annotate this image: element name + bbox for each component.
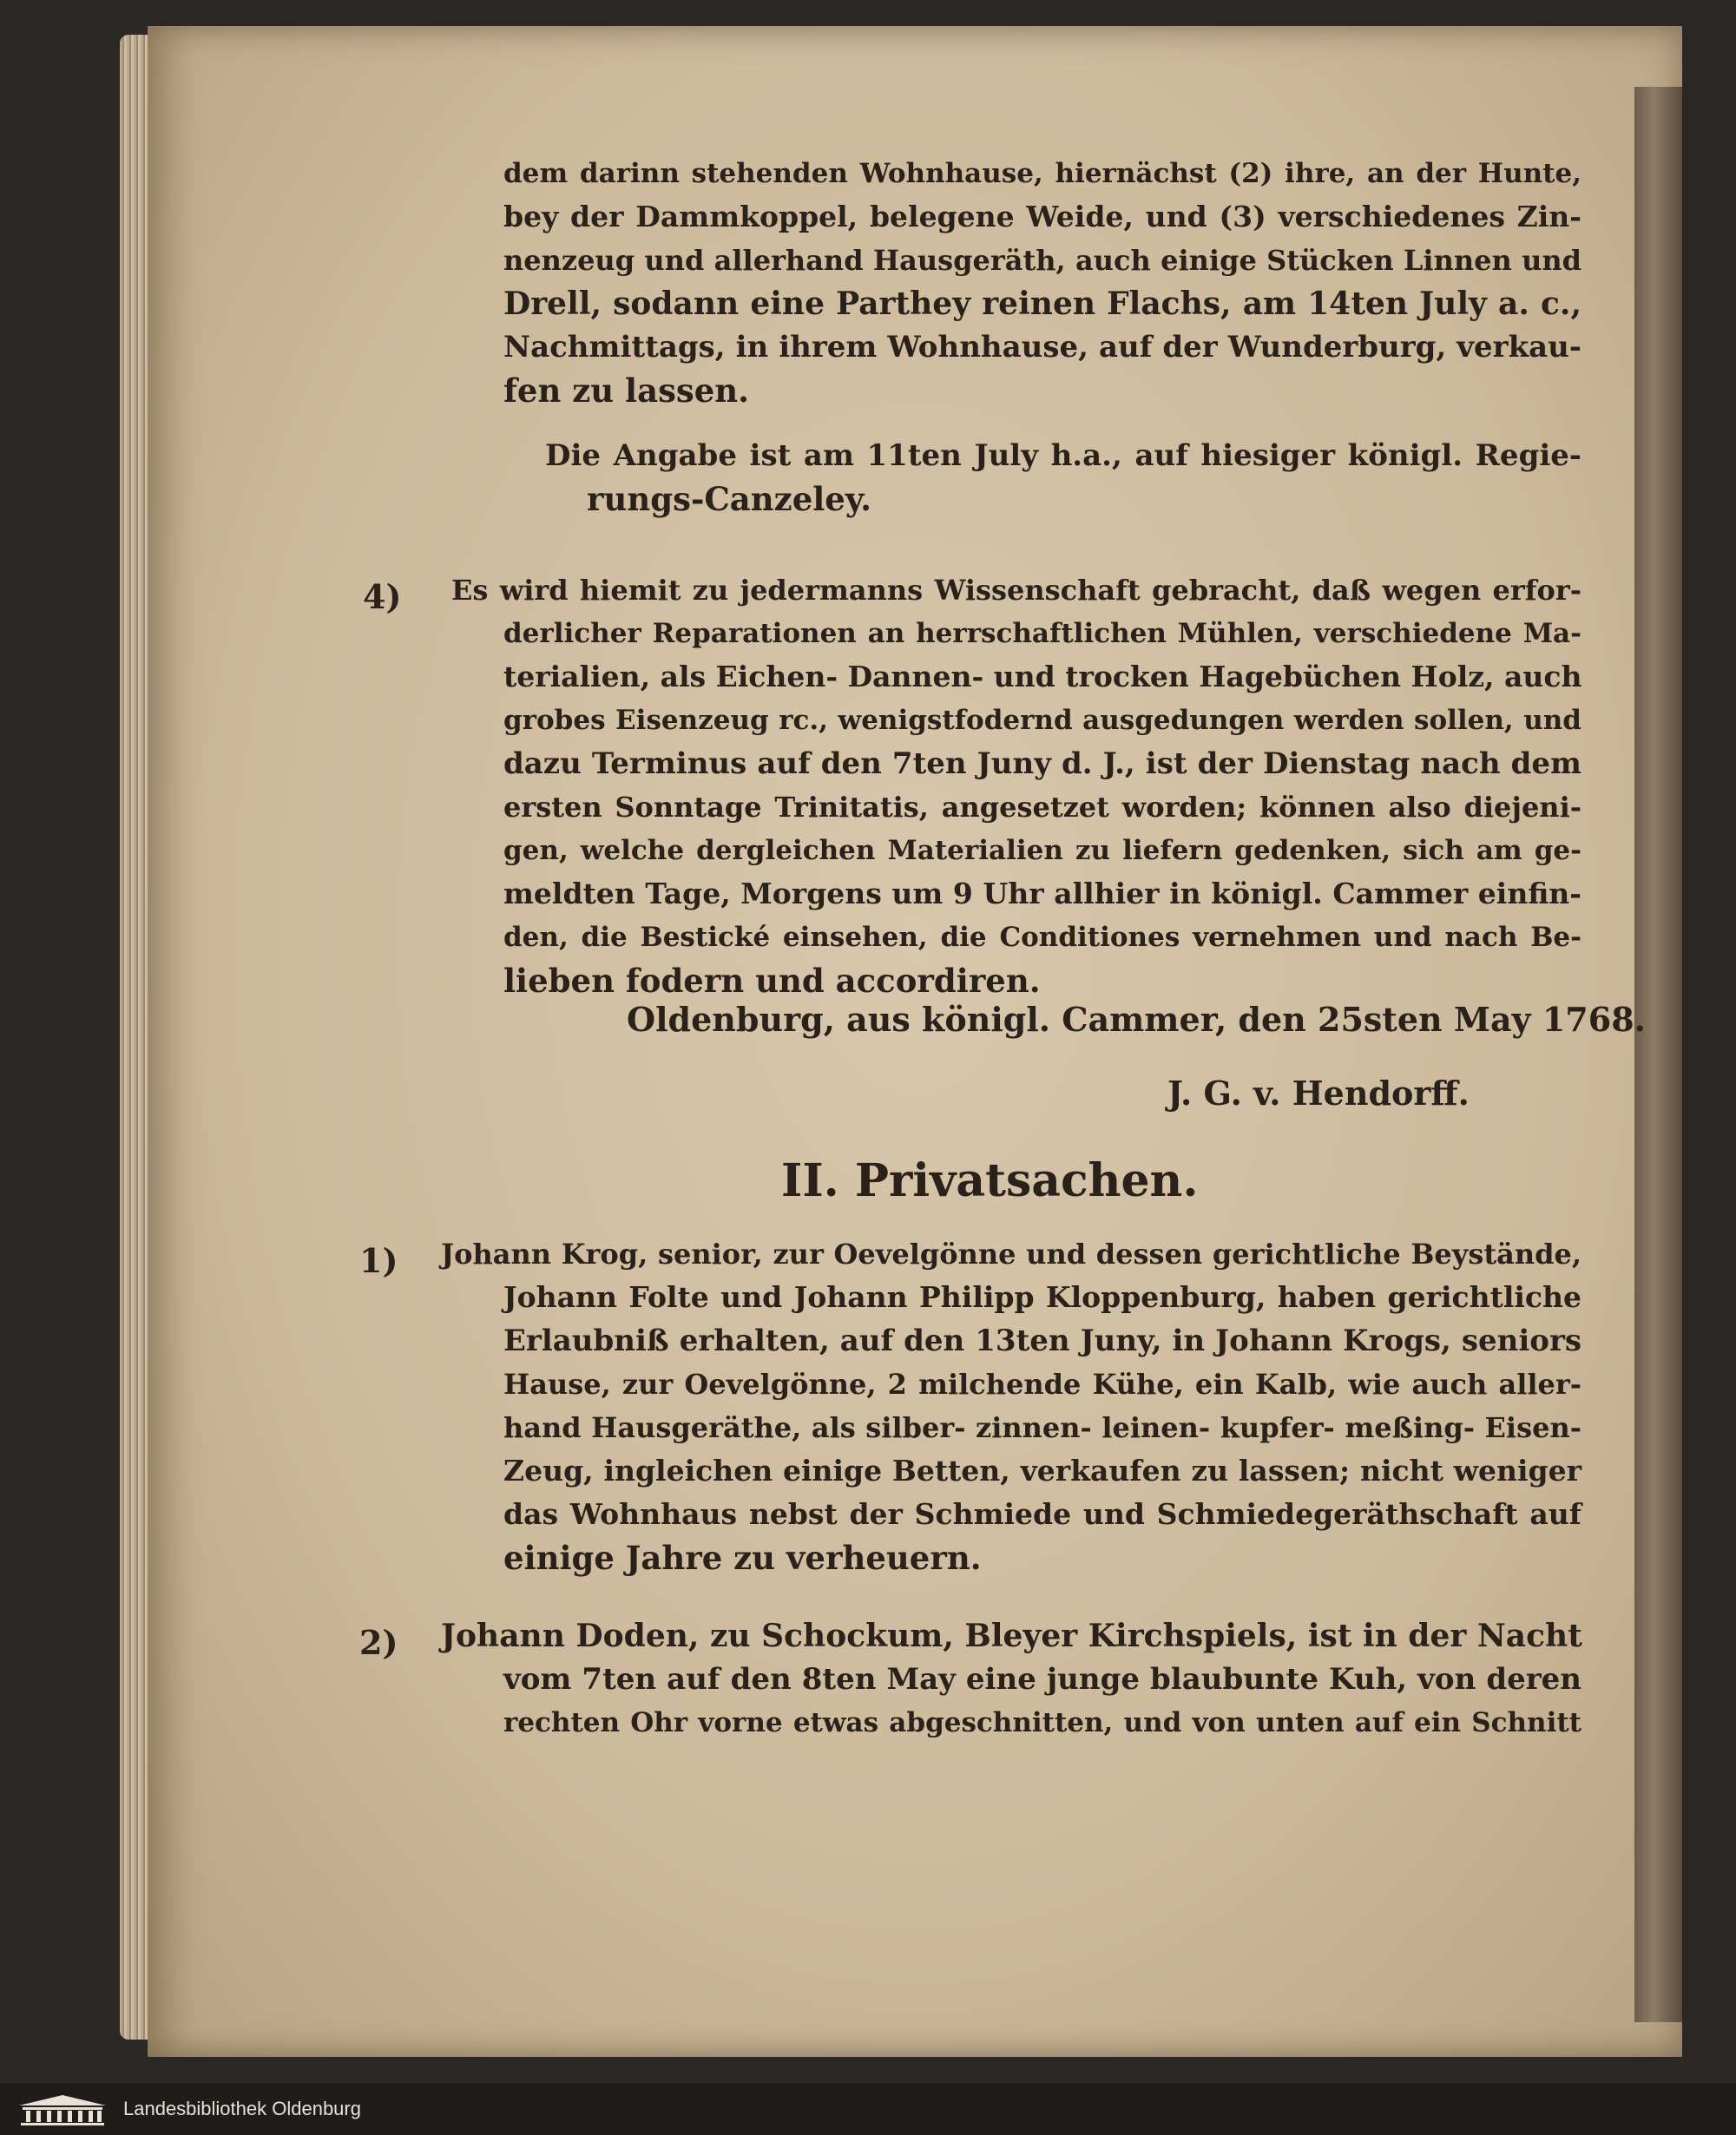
book-spine <box>1634 87 1682 2022</box>
text-line: fen zu lassen. <box>503 371 750 410</box>
text-line: hand Hausgeräthe, als silber- zinnen- leinen- kupfer- meßing- Eisen- <box>503 1411 1581 1444</box>
library-logo-icon <box>16 2093 109 2126</box>
item-number: 4) <box>363 577 402 616</box>
text-line: Johann Doden, zu Schockum, Bleyer Kirchspiels, ist in der Nacht <box>441 1618 1582 1654</box>
text-line: bey der Dammkoppel, belegene Weide, und (3) verschiedenes Zin- <box>503 200 1581 233</box>
text-line: rungs-Canzeley. <box>587 480 871 518</box>
text-line: nenzeug und allerhand Hausgeräth, auch einige Stücken Linnen und <box>503 244 1581 277</box>
text-line: Zeug, ingleichen einige Betten, verkaufen zu lassen; nicht weniger <box>503 1454 1581 1488</box>
text-block-item-4 <box>451 568 1581 1002</box>
footer-bar <box>0 2083 1736 2135</box>
text-line: Erlaubniß erhalten, auf den 13ten Juny, in Johann Krogs, seniors <box>503 1324 1581 1358</box>
text-block-angabe <box>545 434 1581 521</box>
text-line: Johann Krog, senior, zur Oevelgönne und dessen gerichtliche Beystände, <box>441 1238 1581 1271</box>
text-line: den, die Bestické einsehen, die Conditiones vernehmen und nach Be- <box>503 922 1581 953</box>
text-line: dazu Terminus auf den 7ten Juny d. J., ist der Dienstag nach dem <box>503 746 1581 781</box>
place-date: Oldenburg, aus königl. Cammer, den 25sten May 1768. <box>627 1000 1646 1039</box>
text-line: dem darinn stehenden Wohnhause, hiernächst (2) ihre, an der Hunte, <box>503 158 1581 189</box>
text-line: lieben fodern und accordiren. <box>503 962 1041 1000</box>
text-line: rechten Ohr vorne etwas abgeschnitten, und von unten auf ein Schnitt <box>503 1707 1581 1738</box>
text-line: gen, welche dergleichen Materialien zu liefern gedenken, sich am ge- <box>503 835 1581 866</box>
text-line: das Wohnhaus nebst der Schmiede und Schmiedegeräthschaft auf <box>503 1497 1581 1531</box>
text-line: meldten Tage, Morgens um 9 Uhr allhier in königl. Cammer einfin- <box>503 877 1581 910</box>
text-block-privat-1 <box>441 1232 1581 1580</box>
text-line: ersten Sonntage Trinitatis, angesetzet worden; können also diejeni- <box>503 791 1581 824</box>
text-line: vom 7ten auf den 8ten May eine junge blaubunte Kuh, von deren <box>503 1662 1581 1697</box>
text-line: Drell, sodann eine Parthey reinen Flachs, am 14ten July a. c., <box>503 286 1581 322</box>
text-line: terialien, als Eichen- Dannen- und trocken Hagebüchen Holz, auch <box>503 660 1582 693</box>
item-number: 1) <box>359 1241 398 1280</box>
text-line: Hause, zur Oevelgönne, 2 milchende Kühe, ein Kalb, wie auch aller- <box>503 1368 1581 1401</box>
text-line: derlicher Reparationen an herrschaftlichen Mühlen, verschiedene Ma- <box>503 618 1581 649</box>
text-line: Nachmittags, in ihrem Wohnhause, auf der Wunderburg, verkau- <box>503 330 1581 365</box>
text-line: Johann Folte und Johann Philipp Kloppenburg, haben gerichtliche <box>503 1280 1581 1314</box>
text-line: Es wird hiemit zu jedermanns Wissenschaft gebracht, daß wegen erfor- <box>451 574 1581 607</box>
item-number: 2) <box>359 1623 398 1662</box>
text-line: grobes Eisenzeug rc., wenigstfodernd ausgedungen werden sollen, und <box>503 705 1581 736</box>
text-block-intro <box>503 152 1581 412</box>
section-heading: II. Privatsachen. <box>781 1154 1199 1207</box>
library-name: Landesbibliothek Oldenburg <box>123 2098 361 2119</box>
text-block-privat-2 <box>441 1614 1581 1744</box>
text-line: einige Jahre zu verheuern. <box>503 1539 982 1577</box>
text-line: Die Angabe ist am 11ten July h.a., auf hiesiger königl. Regie- <box>545 438 1581 473</box>
signature: J. G. v. Hendorff. <box>1167 1074 1470 1113</box>
